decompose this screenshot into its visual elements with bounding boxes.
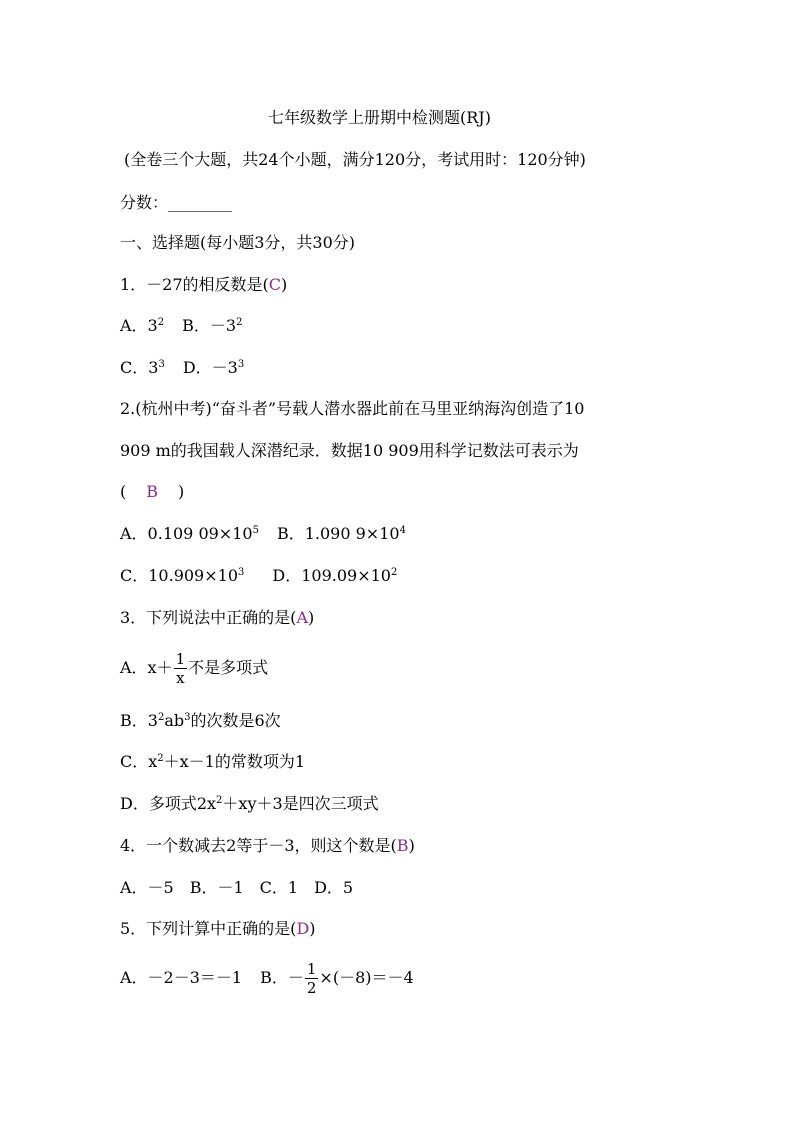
question-2-options-ab: A．0.109 $09\times 10^5$ B．1.090 $9\times 10^4$ bbox=[120, 524, 406, 543]
question-1-stem: 1．－27的相反数是(C) bbox=[120, 275, 288, 294]
question-1-options-cd: C．$3^3$ D．$-3^3$ bbox=[120, 358, 245, 377]
page-title: 七年级数学上册期中检测题(RJ) bbox=[268, 108, 491, 127]
question-3-answer: A bbox=[296, 608, 308, 627]
question-2-options-cd: C．$10.909\times 10^3$ D．$109.09\times 10^2$ bbox=[120, 566, 398, 585]
question-5-stem: 5．下列计算中正确的是(D) bbox=[120, 919, 316, 938]
question-4-options: A．－5 B．－1 C．1 D．5 bbox=[120, 878, 354, 897]
fraction: $\frac{1}{x}$ bbox=[175, 650, 186, 687]
question-3-option-b: B．$3^2ab^3$的次数是6次 bbox=[120, 711, 281, 730]
question-5-answer: D bbox=[296, 919, 310, 938]
question-1-options-ab: A．$3^2$ B．$-3^2$ bbox=[120, 316, 243, 335]
question-4-stem: 4．一个数减去2等于－3，则这个数是(B) bbox=[120, 836, 415, 855]
score-field: 分数：________ bbox=[120, 193, 233, 212]
question-3-option-a: A．x＋ $\frac{1}{x}$ 不是多项式 bbox=[120, 650, 269, 687]
fraction: $\frac{1}{2}$ bbox=[306, 960, 317, 997]
question-2-stem-line1: 2.(杭州中考)“奋斗者”号载人潜水器此前在马里亚纳海沟创造了10 bbox=[120, 399, 585, 418]
question-2-stem-line2: 909 m的我国载人深潜纪录．数据10 909用科学记数法可表示为 bbox=[120, 441, 579, 460]
question-3-option-d: D．多项式$2x^2+xy+3$是四次三项式 bbox=[120, 794, 379, 813]
exam-instructions: (全卷三个大题，共24个小题，满分120分，考试用时：120分钟) bbox=[124, 150, 586, 169]
question-4-answer: B bbox=[396, 836, 409, 855]
question-3-stem: 3．下列说法中正确的是(A) bbox=[120, 608, 315, 627]
question-2-answer: B bbox=[146, 482, 159, 501]
question-2-answer-line: ( B ) bbox=[120, 482, 185, 501]
question-3-option-c: C．$x^2+x-1$的常数项为1 bbox=[120, 752, 306, 771]
question-1-answer: C bbox=[268, 275, 282, 294]
question-5-options: A．－2－3＝－1 B．－ $\frac{1}{2}$ ×(－8)＝－4 bbox=[120, 960, 414, 997]
section-heading: 一、选择题(每小题3分，共30分) bbox=[120, 233, 356, 252]
